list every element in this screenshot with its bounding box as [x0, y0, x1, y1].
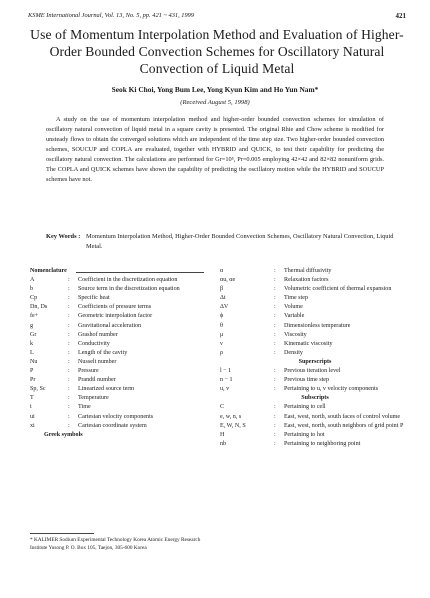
- entry-definition: Grashof number: [78, 331, 118, 338]
- entry-definition: Prandtl number: [78, 377, 116, 384]
- nomenclature-entry: [30, 385, 220, 394]
- journal-citation: KSME International Journal, Vol. 13, No. 5, pp. 421 ~ 431, 1999: [28, 12, 195, 19]
- nomenclature-entry: [30, 331, 220, 340]
- nomenclature-entry: [30, 322, 220, 331]
- entry-separator: :: [274, 431, 276, 438]
- nomenclature-entry: [220, 440, 410, 449]
- entry-symbol: g: [30, 322, 34, 329]
- nomenclature-entry: [220, 385, 410, 394]
- author-list: Seok Ki Choi, Yong Bum Lee, Yong Kyun Kim and Ho Yun Nam*: [111, 85, 319, 94]
- entry-separator: :: [274, 268, 276, 274]
- nomenclature-entry: [30, 276, 220, 285]
- entry-definition: Nusselt number: [78, 358, 117, 365]
- entry-definition: Temperature: [78, 395, 109, 402]
- entry-definition: Geometric interpolation factor: [78, 313, 153, 320]
- entry-separator: :: [68, 295, 70, 302]
- entry-separator: :: [68, 413, 70, 420]
- nomenclature-entry: [220, 340, 410, 349]
- entry-definition: Volume: [284, 304, 303, 311]
- entry-symbol: e, w, n, s: [220, 413, 242, 420]
- entry-symbol: t: [30, 404, 32, 411]
- running-header: [28, 12, 406, 22]
- entry-separator: :: [68, 422, 70, 429]
- entry-definition: Coefficient in the discretization equation: [78, 277, 178, 284]
- entry-symbol: μ: [220, 331, 224, 338]
- nomenclature-entry: [30, 340, 220, 349]
- abstract: A study on the use of momentum interpolation method and higher-order bounded convection schemes for simulation of oscillatory natural convection of liquid metal in a square cavity is presented. The original Rhie and Chow scheme is modified for unsteady flows to obtain the converged solutions which are independent of the time step size. Two higher-order bounded convection schemes, SOUCUP and COPLA are evaluated, together with HYBRID and QUICK, to test their capability for predicting the oscillatory natural convection. The calculations are performed for Gr=10⁵, Pr=0.005 employing 42×42 and 82×82 nonuniform grids. The COPLA and QUICK schemes have shown the capability of predicting the oscillatory motion while the HYBRID and SOUCUP schemes have not.: [46, 116, 384, 183]
- entry-definition: Previous time step: [284, 377, 330, 384]
- entry-symbol: ρ: [220, 349, 224, 356]
- entry-symbol: αu, αe: [220, 277, 236, 284]
- entry-symbol: Gr: [30, 331, 37, 338]
- nomenclature-entry: [30, 394, 220, 403]
- entry-separator: :: [68, 313, 70, 320]
- nomenclature-entry: [220, 413, 410, 422]
- superscripts-list: [220, 367, 410, 394]
- nomenclature-entry: [220, 331, 410, 340]
- nomenclature-entry: [30, 422, 220, 431]
- entry-separator: :: [68, 322, 70, 329]
- entry-definition: Pertaining to u, v velocity components: [284, 386, 379, 393]
- entry-symbol: A: [30, 277, 35, 284]
- keywords-label: Key Words :: [46, 233, 81, 240]
- entry-definition: Kinematic viscosity: [284, 340, 333, 347]
- nomenclature-entry: [220, 422, 410, 431]
- entry-symbol: α: [220, 268, 224, 274]
- entry-separator: :: [68, 395, 70, 402]
- nomenclature-entry: [220, 267, 410, 276]
- entry-separator: :: [68, 340, 70, 347]
- entry-definition: East, west, north, south neighbors of grid point P: [284, 422, 404, 429]
- entry-symbol: β: [220, 286, 224, 293]
- nomenclature-entry: [220, 431, 410, 440]
- entry-symbol: k: [30, 340, 34, 347]
- nomenclature-entry: [220, 312, 410, 321]
- entry-separator: :: [274, 413, 276, 420]
- entry-separator: :: [68, 277, 70, 284]
- nomenclature-entry: [30, 376, 220, 385]
- entry-symbol: xi: [30, 422, 35, 429]
- entry-separator: :: [274, 331, 276, 338]
- entry-symbol: nb: [220, 440, 227, 447]
- entry-symbol: P: [30, 368, 34, 375]
- entry-separator: :: [68, 331, 70, 338]
- entry-symbol: n − 1: [220, 377, 233, 384]
- author-affiliation-footnote: * KALIMER Sodium Experimental Technology Korea Atomic Energy Research Institute Yusong P. O. Box 105, Taejon, 305-600 Korea: [30, 537, 201, 551]
- entry-symbol: Cp: [30, 295, 38, 302]
- entry-symbol: u, v: [220, 386, 230, 393]
- entry-definition: Linearized source term: [78, 386, 135, 393]
- entry-separator: :: [68, 286, 70, 293]
- entry-separator: :: [68, 377, 70, 384]
- entry-symbol: L: [30, 349, 34, 356]
- nomenclature-entry: [30, 349, 220, 358]
- entry-symbol: θ: [220, 322, 223, 329]
- keywords-text: Momentum Interpolation Method, Higher-Order Bounded Convection Schemes, Oscillatory Natural Convection, Liquid Metal.: [86, 233, 394, 250]
- subscripts-heading: Subscripts: [301, 395, 329, 402]
- nomenclature-entry: [220, 367, 410, 376]
- entry-symbol: Δt: [220, 295, 226, 302]
- entry-separator: :: [68, 368, 70, 375]
- entry-separator: :: [274, 286, 276, 293]
- entry-separator: :: [274, 404, 276, 411]
- entry-separator: :: [274, 377, 276, 384]
- nomenclature-entry: [30, 294, 220, 303]
- entry-separator: :: [68, 358, 70, 365]
- entry-definition: Previous iteration level: [284, 368, 341, 375]
- nomenclature-list: [30, 276, 220, 431]
- entry-symbol: b: [30, 286, 34, 293]
- entry-separator: :: [68, 404, 70, 411]
- entry-separator: :: [68, 304, 70, 311]
- entry-symbol: Pr: [30, 377, 36, 384]
- entry-definition: Density: [284, 349, 303, 356]
- received-date: (Received August 5, 1998): [180, 99, 250, 106]
- entry-symbol: l − 1: [220, 368, 232, 375]
- entry-definition: East, west, north, south faces of control volume: [284, 413, 401, 420]
- entry-definition: Source term in the discretization equation: [78, 286, 180, 293]
- entry-definition: Time step: [284, 295, 308, 302]
- entry-symbol: E, W, N, S: [220, 422, 246, 429]
- nomenclature-entry: [220, 376, 410, 385]
- subscripts-list: [220, 403, 410, 448]
- superscripts-heading: Superscripts: [298, 358, 332, 365]
- entry-definition: Cartesian velocity components: [78, 413, 154, 420]
- entry-separator: :: [274, 386, 276, 393]
- paper-title: Use of Momentum Interpolation Method and Evaluation of Higher-Order Bounded Convection Schemes for Oscillatory Natural Convection of Liquid Metal: [30, 27, 404, 76]
- entry-separator: :: [274, 440, 276, 447]
- entry-definition: Cartesian coordinate system: [78, 422, 147, 429]
- entry-definition: Pertaining to cell: [284, 404, 326, 411]
- entry-definition: Coefficients of pressure terms: [78, 304, 152, 311]
- nomenclature-entry: [30, 312, 220, 321]
- entry-definition: Volumetric coefficient of thermal expansion: [284, 286, 392, 293]
- entry-separator: :: [274, 368, 276, 375]
- nomenclature-entry: [220, 349, 410, 358]
- entry-separator: :: [274, 313, 276, 320]
- entry-separator: :: [274, 349, 276, 356]
- entry-definition: Thermal diffusivity: [284, 268, 332, 274]
- entry-definition: Conductivity: [78, 340, 110, 347]
- nomenclature-entry: [220, 322, 410, 331]
- entry-definition: Viscosity: [284, 331, 307, 338]
- entry-definition: Dimensionless temperature: [284, 322, 351, 329]
- greek-list: [220, 267, 410, 358]
- nomenclature-entry: [30, 403, 220, 412]
- nomenclature-entry: [220, 403, 410, 412]
- nomenclature-left-column: [30, 267, 220, 440]
- entry-symbol: H: [220, 431, 225, 438]
- entry-separator: :: [274, 295, 276, 302]
- nomenclature-entry: [30, 413, 220, 422]
- nomenclature-title: Nomenclature: [30, 267, 70, 276]
- entry-definition: Relaxation factors: [284, 277, 329, 284]
- footnote-rule: [30, 533, 94, 534]
- entry-separator: :: [274, 322, 276, 329]
- entry-symbol: ϕ: [220, 313, 224, 320]
- entry-separator: :: [68, 386, 70, 393]
- nomenclature-entry: [220, 276, 410, 285]
- entry-separator: :: [274, 340, 276, 347]
- nomenclature-right-column: [220, 267, 410, 449]
- entry-symbol: C: [220, 404, 225, 411]
- entry-symbol: ΔV: [220, 304, 229, 311]
- nomenclature-entry: [220, 294, 410, 303]
- entry-definition: Length of the cavity: [78, 349, 128, 356]
- nomenclature-entry: [30, 285, 220, 294]
- nomenclature-entry: [30, 303, 220, 312]
- entry-symbol: Nu: [30, 358, 38, 365]
- entry-definition: Pertaining to neighboring point: [284, 440, 361, 447]
- entry-symbol: ui: [30, 413, 35, 420]
- entry-definition: Specific heat: [78, 295, 110, 302]
- entry-separator: :: [274, 304, 276, 311]
- entry-definition: Gravitational acceleration: [78, 322, 142, 329]
- entry-symbol: Dn, Ds: [30, 304, 48, 311]
- entry-symbol: Sp, Sc: [30, 386, 46, 393]
- entry-separator: :: [68, 349, 70, 356]
- entry-definition: Pressure: [78, 368, 99, 375]
- greek-symbols-heading: Greek symbols: [44, 431, 83, 438]
- entry-separator: :: [274, 422, 276, 429]
- nomenclature-entry: [30, 358, 220, 367]
- entry-separator: :: [274, 277, 276, 284]
- entry-symbol: ν: [220, 340, 223, 347]
- entry-symbol: T: [30, 395, 34, 402]
- entry-definition: Variable: [284, 313, 305, 320]
- entry-definition: Time: [78, 404, 91, 411]
- entry-symbol: fe+: [30, 313, 39, 320]
- entry-definition: Pertaining to hot: [284, 431, 325, 438]
- nomenclature-entry: [220, 285, 410, 294]
- nomenclature-entry: [220, 303, 410, 312]
- nomenclature-entry: [30, 367, 220, 376]
- page-number: 421: [395, 12, 406, 20]
